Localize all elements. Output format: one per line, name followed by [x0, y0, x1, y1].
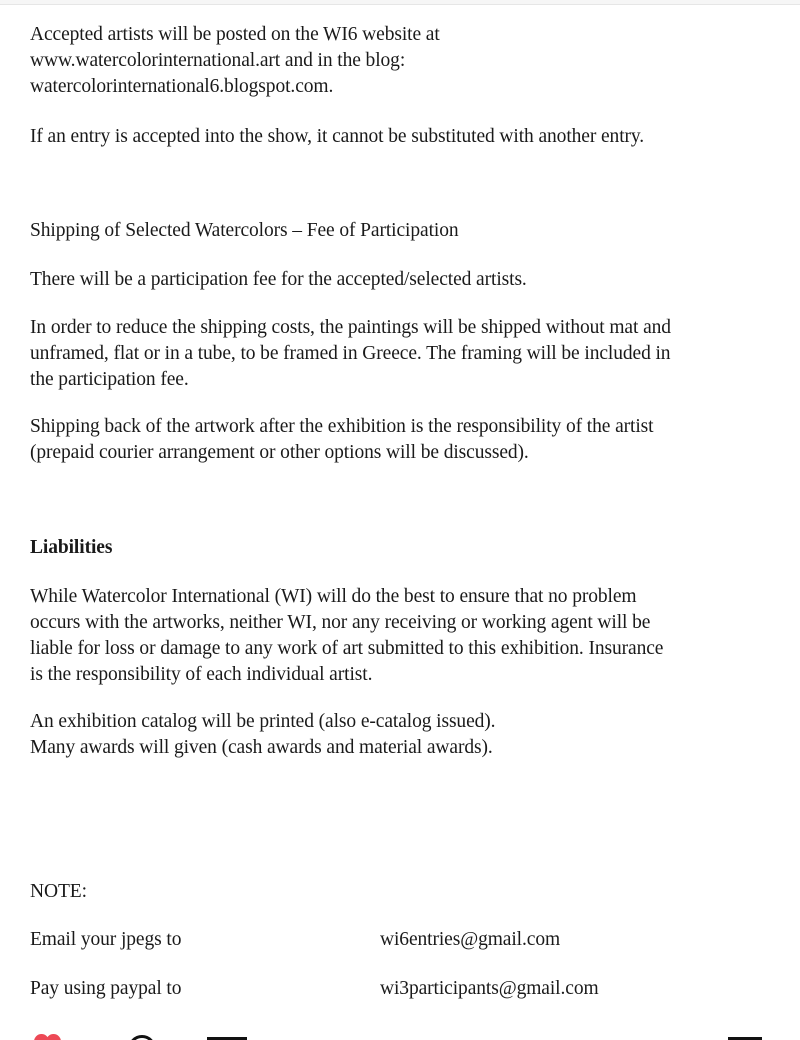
entries-email[interactable]: wi6entries@gmail.com [380, 929, 561, 950]
liabilities-line-1: While Watercolor International (WI) will do the best to ensure that no problem [30, 586, 637, 607]
shipping-heading: Shipping of Selected Watercolors – Fee of Participation [30, 220, 459, 241]
liabilities-line-2: occurs with the artworks, neither WI, nor any receiving or working agent will be [30, 612, 651, 633]
note-label: Pay using paypal to [30, 978, 182, 999]
intro-line-2: www.watercolorinternational.art and in the blog: [30, 50, 406, 71]
intro-line-1: Accepted artists will be posted on the WI6 website at [30, 24, 440, 45]
liabilities-line-4: is the responsibility of each individual artist. [30, 664, 373, 685]
return-line-1: Shipping back of the artwork after the exhibition is the responsibility of the artist [30, 416, 654, 437]
framing-line-3: the participation fee. [30, 369, 189, 390]
top-divider [0, 0, 800, 5]
framing-line-1: In order to reduce the shipping costs, the paintings will be shipped without mat and [30, 317, 671, 338]
heart-icon[interactable] [34, 1034, 62, 1040]
awards-line: Many awards will given (cash awards and material awards). [30, 737, 493, 758]
comment-icon[interactable] [128, 1035, 156, 1040]
catalog-line: An exhibition catalog will be printed (also e-catalog issued). [30, 711, 496, 732]
liabilities-line-3: liable for loss or damage to any work of art submitted to this exhibition. Insurance [30, 638, 664, 659]
participation-fee-note: There will be a participation fee for the accepted/selected artists. [30, 269, 527, 290]
post-action-bar [0, 1026, 800, 1040]
note-label: Email your jpegs to [30, 929, 182, 950]
liabilities-heading: Liabilities [30, 537, 113, 558]
note-row-paypal [30, 976, 181, 1002]
return-line-2: (prepaid courier arrangement or other options will be discussed). [30, 442, 529, 463]
intro-line-3: watercolorinternational6.blogspot.com. [30, 76, 334, 97]
substitution-note: If an entry is accepted into the show, it cannot be substituted with another entry. [30, 126, 645, 147]
framing-line-2: unframed, flat or in a tube, to be framed in Greece. The framing will be included in [30, 343, 671, 364]
paypal-email[interactable]: wi3participants@gmail.com [380, 978, 599, 999]
note-heading: NOTE: [30, 881, 87, 902]
note-row-email [30, 927, 181, 953]
